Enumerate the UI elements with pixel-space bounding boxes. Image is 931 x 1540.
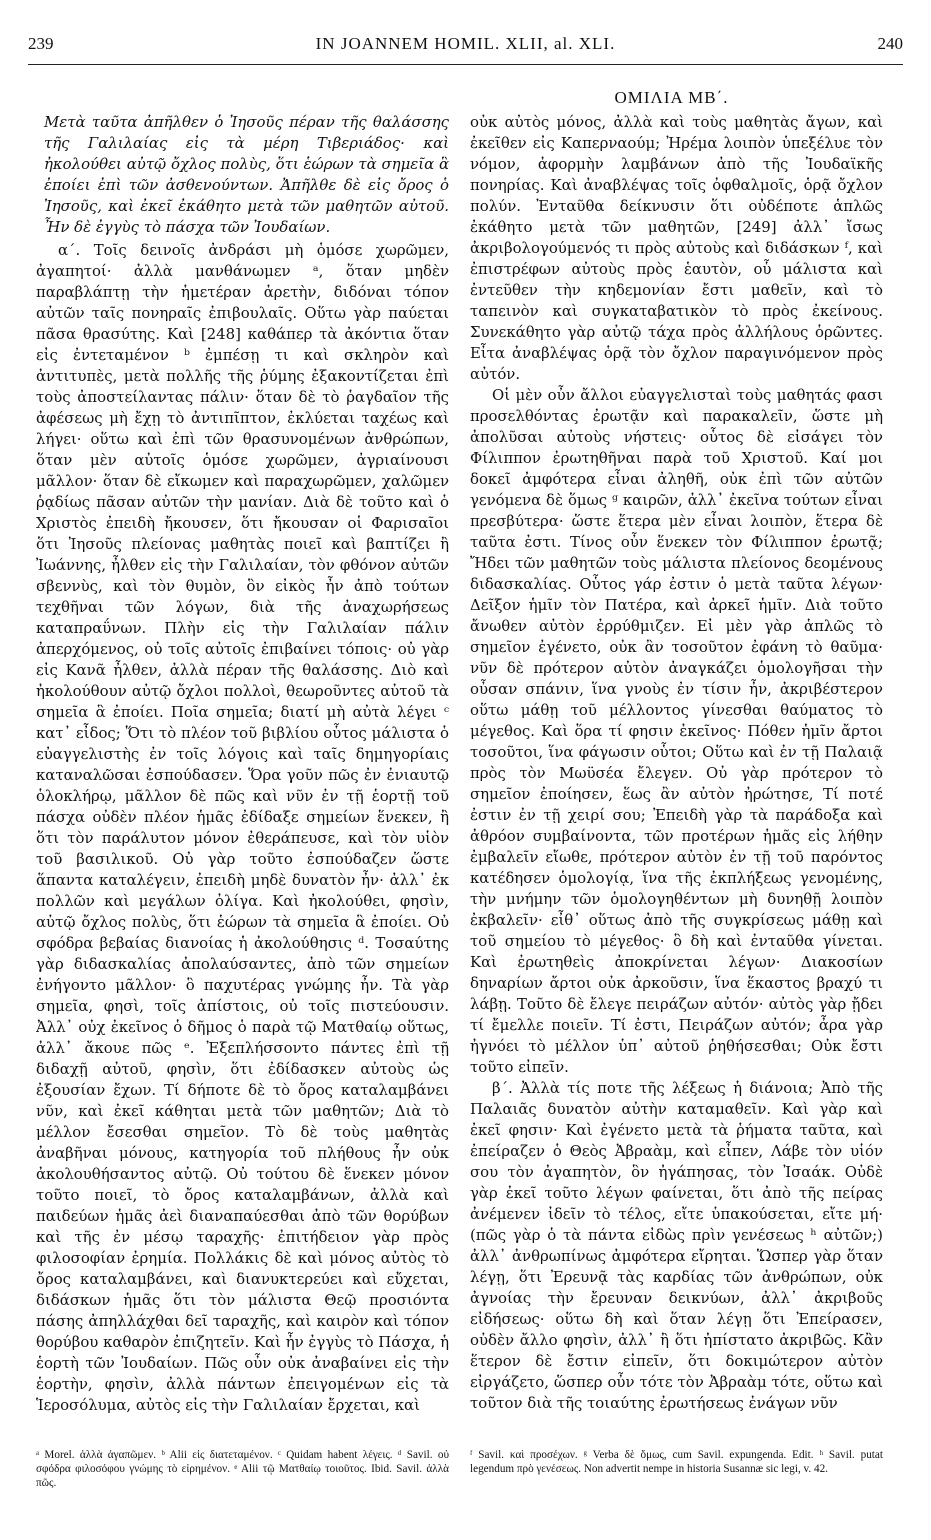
page-number-right: 240 xyxy=(877,34,903,53)
running-head-title: IN JOANNEM HOMIL. XLII, al. XLI. xyxy=(315,34,616,53)
footnotes-right: ᶠ Savil. καὶ προσέχων. ᵍ Verba δὲ ὅμως, cum Savil. expungenda. Edit. ʰ Savil. putat legendum πρὸ γενέσεως. Non advertit nempe in historia Susannæ sic legi, v. 42. xyxy=(470,1449,883,1475)
page-number-left: 239 xyxy=(28,34,54,53)
paragraph-2: Οἱ μὲν οὖν ἄλλοι εὐαγγελισταὶ τοὺς μαθητάς φασι προσελθόντας ἐρωτᾷν καὶ παρακαλεῖν, ὥστε μὴ ἀπολῦσαι αὐτοὺς νήστεις· οὗτος δὲ εἰσάγει τὸν Φίλιππον ἐρωτηθῆναι παρὰ τοῦ Χριστοῦ. Καί μοι δοκεῖ ἀμφότερα εἶναι ἀληθῆ, οὐκ ἐπὶ τῶν αὐτῶν γενόμενα δὲ ὅμως ᵍ καιρῶν, ἀλλ᾽ ἐκεῖνα τούτων εἶναι πρεσβύτερα· ὥστε ἕτερα μὲν εἶναι λοιπὸν, ἕτερα δὲ ταῦτα ἐστι. Τίνος οὖν ἕνεκεν τὸν Φίλιππον ἐρωτᾷ; Ἤδει τῶν μαθητῶν τοὺς μάλιστα πλείονος δεομένους διδασκαλίας. Οὗτος γάρ ἐστιν ὁ μετὰ ταῦτα λέγων· Δεῖξον ἡμῖν τὸν Πατέρα, καὶ ἀρκεῖ ἡμῖν. Διὰ τοῦτο ἄνωθεν αὐτὸν ἐρρύθμιζεν. Εἰ μὲν γὰρ ἁπλῶς τὸ σημεῖον ἐγένετο, οὐκ ἂν τοσοῦτον ἐφάνη τὸ θαῦμα· νῦν δὲ πρότερον αὐτὸν ἀναγκάζει ὁμολογῆσαι τὴν οὖσαν σπάνιν, ἵνα γνοὺς ἐν τίσιν ἦν, ἀκριβέστερον οὕτω μάθῃ τοῦ μέλλοντος γίνεσθαι θαύματος τὸ μέγεθος. Καὶ ὅρα τί φησιν ἐκεῖνος· Πόθεν ἡμῖν ἄρτοι τοσοῦτοι, ἵνα φάγωσιν οὗτοι; Οὕτω καὶ ἐν τῇ Παλαιᾷ πρὸς τὸν Μωϋσέα ἔλεγεν. Οὐ γὰρ πρότερον τὸ σημεῖον ἐποίησεν, ἕως ἂν αὐτὸν ἠρώτησε, Τί ποτέ ἐστιν ἐν τῇ χειρί σου; Ἐπειδὴ γὰρ τὰ παράδοξα καὶ ἀθρόον συμβαίνοντα, τῶν προτέρων ἡμᾶς εἰς λήθην ἐμβαλεῖν εἴωθε, πρότερον αὐτὸν ἐν τῇ τοῦ παρόντος κατέδησεν ὁμολογίᾳ, ἵνα τῆς ἐκπλήξεως γενομένης, τὴν μνήμην τῶν ὁμολογηθέντων μὴ δυνηθῇ λοιπὸν ἐκβαλεῖν· εἶθ᾽ οὕτως ἀπὸ τῆς συγκρίσεως μάθῃ καὶ τοῦ σημείου τὸ μέγεθος· ὃ δὴ καὶ ἐνταῦθα γίνεται. Καὶ ἐρωτηθεὶς ἀποκρίνεται λέγων· Διακοσίων δηναρίων ἄρτοι οὐκ ἀρκοῦσιν, ἵνα ἕκαστος βραχύ τι λάβῃ. Τοῦτο δὲ ἔλεγε πειράζων αὐτόν· αὐτὸς γὰρ ᾔδει τί ἔμελλε ποιεῖν. Τί ἐστι, Πειράζων αὐτόν; ἆρα γὰρ ἠγνόει τὸ μέλλον ὑπ᾽ αὐτοῦ ῥηθήσεσθαι; Οὐκ ἔστι τοῦτο εἰπεῖν. xyxy=(470,386,883,1076)
left-column xyxy=(36,112,449,1440)
paragraph-1: α΄. Τοῖς δεινοῖς ἀνδράσι μὴ ὁμόσε χωρῶμεν, ἀγαπητοί· ἀλλὰ μανθάνωμεν ᵃ, ὅταν μηδὲν παραβλάπτῃ τὴν ἡμετέραν ἀρετὴν, διδόναι τόπον αὐτῶν ταῖς πονηραῖς ἐπιβουλαῖς. Οὕτω γὰρ παύεται πᾶσα θρασύτης. Καὶ [248] καθάπερ τὰ ἀκόντια ὅταν εἰς ἐντεταμένον ᵇ ἐμπέσῃ τι καὶ σκληρὸν καὶ ἀντιτυπὲς, μετὰ πολλῆς τῆς ῥύμης ἐξακοντίζεται ἐπὶ τοὺς ἀποστείλαντας πάλιν· ὅταν δὲ τὸ ῥαγδαῖον τῆς ἀφέσεως μὴ ἔχῃ τὸ ἀντιπῖπτον, ἐκλύεται ταχέως καὶ λήγει· οὕτω καὶ ἐπὶ τῶν θρασυνομένων ἀνθρώπων, ὅταν μὲν αὐτοῖς ὁμόσε χωρῶμεν, ἀγριαίνουσι μᾶλλον· ὅταν δὲ εἴκωμεν καὶ παραχωρῶμεν, χαλῶμεν ῥᾳδίως πᾶσαν αὐτῶν τὴν μανίαν. Διὰ δὲ τοῦτο καὶ ὁ Χριστὸς ἐπειδὴ ἤκουσεν, ὅτι ἤκουσαν οἱ Φαρισαῖοι ὅτι Ἰησοῦς πλείονας μαθητὰς ποιεῖ καὶ βαπτίζει ἢ Ἰωάννης, ἦλθεν εἰς τὴν Γαλιλαίαν, τὸν φθόνον αὐτῶν σβεννὺς, καὶ τὸν θυμὸν, ὃν εἰκὸς ἦν ἀπὸ τούτων τεχθῆναι τῶν λόγων, διὰ τῆς ἀναχωρήσεως καταπραΰνων. Πλὴν εἰς τὴν Γαλιλαίαν πάλιν ἀπερχόμενος, οὐ τοῖς αὐτοῖς ἐπιβαίνει τόποις· οὐ γὰρ εἰς Κανᾶ ἦλθεν, ἀλλὰ πέραν τῆς θαλάσσης. Διὸ καὶ ἠκολούθουν αὐτῷ ὄχλοι πολλοὶ, θεωροῦντες αὐτοῦ τὰ σημεῖα ἃ ἐποίει. Ποῖα σημεῖα; διατί μὴ αὐτὰ λέγει ᶜ κατ᾽ εἶδος; Ὅτι τὸ πλέον τοῦ βιβλίου οὗτος μάλιστα ὁ εὐαγγελιστὴς ἐν τοῖς λόγοις καὶ ταῖς δημηγορίαις καταναλῶσαι ἐσπούδασεν. Ὅρα γοῦν πῶς ἐν ἐνιαυτῷ ὁλοκλήρῳ, μᾶλλον δὲ πῶς καὶ νῦν ἐν τῇ ἑορτῇ τοῦ πάσχα οὐδὲν πλέον ἡμᾶς ἐδίδαξε σημείων ἕνεκεν, ἢ ὅτι τὸν παράλυτον μόνον ἐθεράπευσε, καὶ τὸν υἱὸν τοῦ βασιλικοῦ. Οὐ γὰρ τοῦτο ἐσπούδαζεν ὥστε ἅπαντα καταλέγειν, ἐπειδὴ μηδὲ δυνατὸν ἦν· ἀλλ᾽ ἐκ πολλῶν καὶ μεγάλων ὀλίγα. Καὶ ἠκολούθει, φησὶν, αὐτῷ ὄχλος πολὺς, ὅτι ἑώρων τὰ σημεῖα ἃ ἐποίει. Οὐ σφόδρα βεβαίας διανοίας ἡ ἀκολούθησις ᵈ. Τοσαύτης γὰρ διδασκαλίας ἀπολαύσαντες, ἀπὸ τῶν σημείων ἐνήγοντο μᾶλλον· ὃ παχυτέρας γνώμης ἦν. Τὰ γὰρ σημεῖα, φησὶ, τοῖς ἀπίστοις, οὐ τοῖς πιστεύουσιν. Ἀλλ᾽ οὐχ ἐκεῖνος ὁ δῆμος ὁ παρὰ τῷ Ματθαίῳ οὕτως, ἀλλ᾽ ἄκουε πῶς ᵉ. Ἐξεπλήσσοντο πάντες ἐπὶ τῇ διδαχῇ αὐτοῦ, φησὶν, ὅτι ἐδίδασκεν αὐτοὺς ὡς ἐξουσίαν ἔχων. Τί δήποτε δὲ τὸ ὄρος καταλαμβάνει νῦν, καὶ ἐκεῖ κάθηται μετὰ τῶν μαθητῶν; Διὰ τὸ μέλλον ἔσεσθαι σημεῖον. Τὸ δὲ τοὺς μαθητὰς ἀναβῆναι μόνους, κατηγορία τοῦ πλήθους ἦν οὐκ ἀκολουθήσαντος αὐτῷ. Οὐ τούτου δὲ ἕνεκεν μόνον τοῦτο ποιεῖ, τὸ ὄρος καταλαμβάνων, ἀλλὰ καὶ παιδεύων ἡμᾶς ἀεὶ διαναπαύεσθαι ἀπὸ τῶν θορύβων καὶ τῆς ἐν μέσῳ ταραχῆς· ἐπιτήδειον γὰρ πρὸς φιλοσοφίαν ἐρημία. Πολλάκις δὲ καὶ μόνος αὐτὸς τὸ ὄρος καταλαμβάνει, καὶ διανυκτερεύει καὶ εὔχεται, διδάσκων ἡμᾶς ὅτι τὸν μάλιστα Θεῷ προσιόντα πάσης ἀπηλλάχθαι δεῖ ταραχῆς, καὶ καιρὸν καὶ τόπον θορύβου καθαρὸν ἐπιζητεῖν. Καὶ ἦν ἐγγὺς τὸ Πάσχα, ἡ ἑορτὴ τῶν Ἰουδαίων. Πῶς οὖν οὐκ ἀναβαίνει εἰς τὴν ἑορτὴν, φησὶν, ἀλλὰ πάντων ἐπειγομένων εἰς τὰ Ἱεροσόλυμα, αὐτὸς εἰς τὴν Γαλιλαίαν ἔρχεται, καὶ xyxy=(36,241,449,1414)
paragraph-continuation: οὐκ αὐτὸς μόνος, ἀλλὰ καὶ τοὺς μαθητὰς ἄγων, καὶ ἐκεῖθεν εἰς Καπερναούμ; Ἠρέμα λοιπὸν ὑπεξέλυε τὸν νόμον, ἀφορμὴν λαμβάνων ἀπὸ τῆς Ἰουδαϊκῆς πονηρίας. Καὶ ἀναβλέψας τοῖς ὀφθαλμοῖς, ὁρᾷ ὄχλον πολύν. Ἐνταῦθα δείκνυσιν ὅτι οὐδέποτε ἁπλῶς ἐκάθητο μετὰ τῶν μαθητῶν, [249] ἀλλ᾽ ἴσως ἀκριβολογούμενός τι πρὸς αὐτοὺς καὶ διδάσκων ᶠ, καὶ ἐπιστρέφων αὐτοὺς πρὸς ἑαυτὸν, οὗ μάλιστα καὶ ἐντεῦθεν τὴν κηδεμονίαν ἔστι μαθεῖν, καὶ τὸ ταπεινὸν καὶ συγκαταβατικὸν τὸ πρὸς ἐκείνους. Συνεκάθητο γὰρ αὐτῷ τάχα πρὸς ἀλλήλους ὁρῶντες. Εἶτα ἀναβλέψας ὁρᾷ τὸν ὄχλον παραγινόμενον πρὸς αὐτόν. xyxy=(470,113,883,383)
scripture-lemma: Μετὰ ταῦτα ἀπῆλθεν ὁ Ἰησοῦς πέραν τῆς θαλάσσης τῆς Γαλιλαίας εἰς τὰ μέρη Τιβεριάδος· καὶ ἠκολούθει αὐτῷ ὄχλος πολὺς, ὅτι ἑώρων τὰ σημεῖα ἃ ἐποίει ἐπὶ τῶν ἀσθενούντων. Ἀπῆλθε δὲ εἰς ὄρος ὁ Ἰησοῦς, καὶ ἐκεῖ ἐκάθητο μετὰ τῶν μαθητῶν αὐτοῦ. Ἦν δὲ ἐγγὺς τὸ πάσχα τῶν Ἰουδαίων. xyxy=(44,113,449,236)
footnotes-left: ᵃ Morel. ἀλλὰ ἀγαπῶμεν. ᵇ Alii εἰς διατεταμένον. ᶜ Quidam habent λέγεις. ᵈ Savil. οὐ σφόδρα φιλοσόφου γνώμης τὸ εἰρημένον. ᵉ Alii τῷ Ματθαίῳ τοιοῦτος. Ibid. Savil. ἀλλὰ πῶς. xyxy=(36,1449,449,1489)
running-header xyxy=(28,34,903,58)
homily-title: ΟΜΙΛΙΑ ΜΒ΄. xyxy=(614,88,729,107)
header-rule xyxy=(28,64,903,65)
paragraph-3: β΄. Ἀλλὰ τίς ποτε τῆς λέξεως ἡ διάνοια; Ἀπὸ τῆς Παλαιᾶς δυνατὸν αὐτὴν καταμαθεῖν. Καὶ γὰρ καὶ ἐκεῖ φησιν· Καὶ ἐγένετο μετὰ τὰ ῥήματα ταῦτα, καὶ ἐπείραζεν ὁ Θεὸς Ἀβραὰμ, καὶ εἶπεν, Λάβε τὸν υἱόν σου τὸν ἀγαπητὸν, ὃν ἠγάπησας, τὸν Ἰσαάκ. Οὐδὲ γὰρ ἐκεῖ τοῦτο λέγων φαίνεται, ὅτι ἀπὸ τῆς πείρας ἀνέμενεν ἰδεῖν τὸ τέλος, εἴτε ὑπακούσεται, εἴτε μή· (πῶς γὰρ ὁ τὰ πάντα εἰδὼς πρὶν γενέσεως ʰ αὐτῶν;) ἀλλ᾽ ἀνθρωπίνως ἀμφότερα εἴρηται. Ὥσπερ γὰρ ὅταν λέγῃ, ὅτι Ἐρευνᾷ τὰς καρδίας τῶν ἀνθρώπων, οὐκ ἀγνοίας τὴν ἔρευναν δεικνύων, ἀλλ᾽ ἀκριβοῦς εἰδήσεως· οὕτω δὴ καὶ ὅταν λέγῃ ὅτι Ἐπείρασεν, οὐδὲν ἄλλο φησὶν, ἀλλ᾽ ἢ ὅτι ἠπίστατο ἀκριβῶς. Κἂν ἕτερον δὲ ἔστιν εἰπεῖν, ὅτι δοκιμώτερον αὐτὸν εἰργάζετο, ὥσπερ οὖν τότε τὸν Ἀβραὰμ τότε, οὕτω καὶ τοῦτον διὰ τῆς τοιαύτης ἐρωτήσεως ἐνάγων νῦν xyxy=(470,1079,883,1412)
right-column xyxy=(470,112,883,1440)
